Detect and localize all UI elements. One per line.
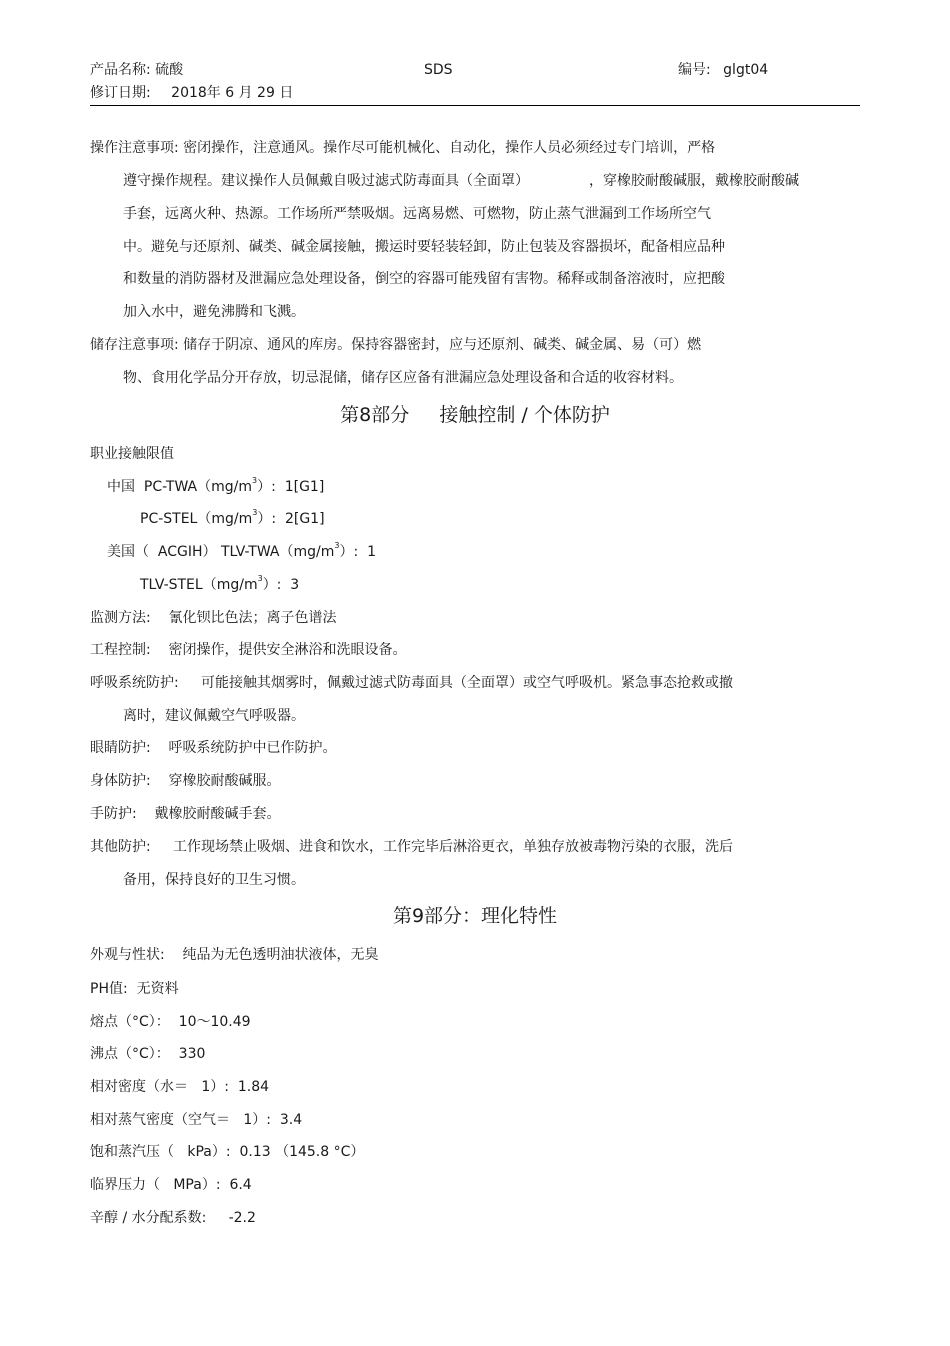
product-name-label: 产品名称: xyxy=(90,62,151,78)
critical-pressure-row: 临界压力（ MPa）: 6.4 xyxy=(90,1177,252,1193)
vapor-density-row: 相对蒸气密度（空气＝ 1）: 3.4 xyxy=(90,1112,303,1128)
header-rule xyxy=(90,105,860,106)
relative-density-row: 相对密度（水＝ 1）: 1.84 xyxy=(90,1079,270,1095)
product-name-value: 硫酸 xyxy=(155,62,184,78)
hand-row: 手防护: 戴橡胶耐酸碱手套。 xyxy=(90,806,281,822)
section-9-heading: 第9部分：理化特性 xyxy=(392,905,558,927)
other-row-1: 其他防护: 工作现场禁止吸烟、进食和饮水，工作完毕后淋浴更衣，单独存放被毒物污染的衣服，洗后 xyxy=(90,839,733,855)
storage-line-2: 物、食用化学品分开存放，切忌混储，储存区应备有泄漏应急处理设备和合适的收容材料。 xyxy=(123,370,683,386)
revision-date-label: 修订日期: xyxy=(90,85,151,101)
ph-row: PH值: 无资料 xyxy=(90,981,179,997)
handling-line-1: 操作注意事项: 密闭操作，注意通风。操作尽可能机械化、自动化，操作人员必须经过专门培训，严格 xyxy=(90,140,716,156)
china-twa-row: 中国 $PC-TWA(mg/m^3)$: 1[G1] xyxy=(107,476,325,495)
other-label: 其他防护: xyxy=(90,839,151,855)
handling-line-5: 和数量的消防器材及泄漏应急处理设备，倒空的容器可能残留有害物。稀释或制备溶液时，应把酸 xyxy=(123,271,725,287)
boiling-point-row: 沸点（°C）： 330 xyxy=(90,1046,206,1062)
engineering-row: 工程控制: 密闭操作，提供安全淋浴和洗眼设备。 xyxy=(90,642,407,658)
engineering-label: 工程控制: xyxy=(90,642,151,658)
doc-type: SDS xyxy=(424,62,453,78)
usa-twa-row: 美国（ ACGIH） TLV-$TWA(mg/m^3)$: 1 xyxy=(107,541,377,560)
respiratory-row-1: 呼吸系统防护: 可能接触其烟雾时，佩戴过滤式防毒面具（全面罩）或空气呼吸机。紧急事态抢救或撤 xyxy=(90,675,733,691)
china-stel-row: $PC-STEL(mg/m^3)$: 2[G1] xyxy=(140,508,325,527)
storage-line-1: 储存注意事项: 储存于阴凉、通风的库房。保持容器密封，应与还原剂、碱类、碱金属、易（可）燃 xyxy=(90,337,702,353)
usa-label: 美国（ ACGIH） xyxy=(107,544,217,560)
eye-row: 眼睛防护: 呼吸系统防护中已作防护。 xyxy=(90,740,337,756)
handling-label: 操作注意事项: xyxy=(90,140,179,156)
partition-coefficient-row: 辛醇 / 水分配系数: -2.2 xyxy=(90,1210,256,1226)
hand-label: 手防护: xyxy=(90,806,137,822)
revision-date xyxy=(90,84,293,102)
product-name xyxy=(90,61,183,79)
doc-code-value: glgt04 xyxy=(723,62,769,78)
other-row-2: 备用，保持良好的卫生习惯。 xyxy=(123,872,305,888)
monitoring-label: 监测方法: xyxy=(90,610,151,626)
revision-date-value: 2018年 6 月 29 日 xyxy=(171,85,294,101)
storage-label: 储存注意事项: xyxy=(90,337,179,353)
appearance-label: 外观与性状: xyxy=(90,947,165,963)
section-8-heading: 第8部分 接触控制 / 个体防护 xyxy=(340,404,610,426)
handling-line-3: 手套，远离火种、热源。工作场所严禁吸烟。远离易燃、可燃物，防止蒸气泄漏到工作场所空气 xyxy=(123,206,711,222)
handling-line-6: 加入水中，避免沸腾和飞溅。 xyxy=(123,304,305,320)
respiratory-row-2: 离时，建议佩戴空气呼吸器。 xyxy=(123,708,305,724)
handling-line-4: 中。避免与还原剂、碱类、碱金属接触，搬运时要轻装轻卸，防止包装及容器损坏，配备相应品种 xyxy=(123,239,725,255)
monitoring-row: 监测方法: 氰化钡比色法；离子色谱法 xyxy=(90,610,337,626)
body-row: 身体防护: 穿橡胶耐酸碱服。 xyxy=(90,773,281,789)
body-label: 身体防护: xyxy=(90,773,151,789)
doc-code xyxy=(678,61,768,79)
oel-label: 职业接触限值 xyxy=(90,446,174,462)
respiratory-label: 呼吸系统防护: xyxy=(90,675,179,691)
eye-label: 眼睛防护: xyxy=(90,740,151,756)
vapor-pressure-row: 饱和蒸汽压（ kPa）: 0.13 （145.8 °C） xyxy=(90,1144,365,1160)
handling-line-2: 遵守操作规程。建议操作人员佩戴自吸过滤式防毒面具（全面罩） ，穿橡胶耐酸碱服，戴橡胶耐酸碱 xyxy=(123,173,799,189)
usa-stel-row: TLV-$STEL(mg/m^3)$: 3 xyxy=(140,574,300,593)
china-label: 中国 xyxy=(107,479,135,495)
melting-point-row: 熔点（°C）： 10～10.49 xyxy=(90,1014,251,1030)
doc-code-label: 编号: xyxy=(678,62,711,78)
appearance-row: 外观与性状: 纯品为无色透明油状液体，无臭 xyxy=(90,947,379,963)
